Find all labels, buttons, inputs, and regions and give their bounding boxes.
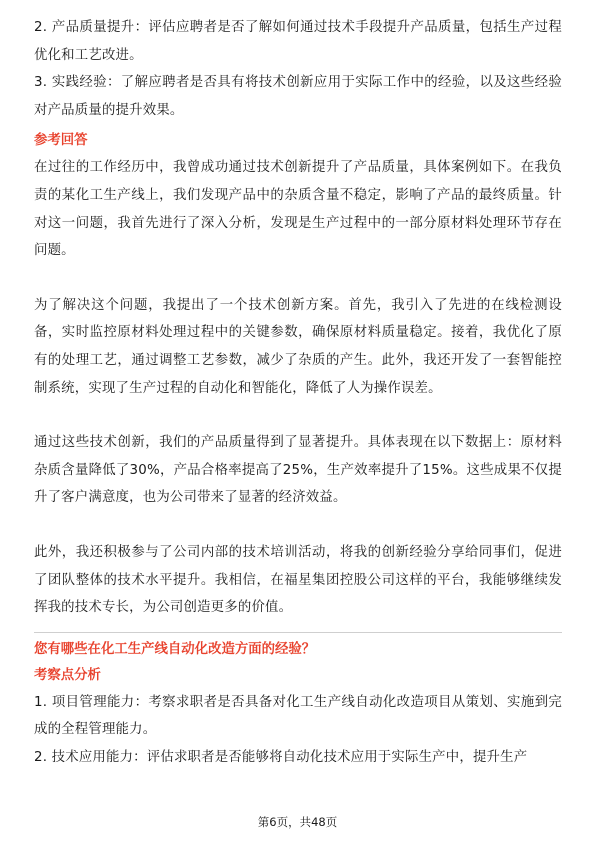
- analysis-heading: 考察点分析: [34, 667, 101, 683]
- next-question-heading: 您有哪些在化工生产线自动化改造方面的经验？: [34, 641, 316, 657]
- answer-paragraph-4: 此外，我还积极参与了公司内部的技术培训活动，将我的创新经验分享给同事们，促进了团队整体的技术水平提升。我相信，在福星集团控股公司这样的平台，我能够继续发挥我的技术专长，为公司创造更多的价值。: [34, 544, 562, 616]
- analysis-point-2: 2. 技术应用能力：评估求职者是否能够将自动化技术应用于实际生产中，提升生产: [34, 749, 528, 765]
- analysis-point-1: 1. 项目管理能力：考察求职者是否具备对化工生产线自动化改造项目从策划、实施到完成的全程管理能力。: [34, 694, 562, 738]
- intro-point-2: 2. 产品质量提升：评估应聘者是否了解如何通过技术手段提升产品质量，包括生产过程优化和工艺改进。: [34, 20, 562, 63]
- page-number-footer: 第6页，共48页: [257, 815, 338, 829]
- paragraph-gap: [34, 402, 562, 429]
- answer-paragraph-3: 通过这些技术创新，我们的产品质量得到了显著提升。具体表现在以下数据上：原材料杂质含量降低了30%，产品合格率提高了25%，生产效率提升了15%。这些成果不仅提升了客户满意度，也为公司带来了显著的经济效益。: [34, 435, 562, 506]
- intro-point-3: 3. 实践经验：了解应聘者是否具有将技术创新应用于实际工作中的经验，以及这些经验对产品质量的提升效果。: [34, 75, 562, 118]
- answer-paragraph-1: 在过往的工作经历中，我曾成功通过技术创新提升了产品质量，具体案例如下。在我负责的某化工生产线上，我们发现产品中的杂质含量不稳定，影响了产品的最终质量。针对这一问题，我首先进行了深入分析，发现是生产过程中的一部分原材料处理环节存在问题。: [34, 160, 562, 259]
- answer-paragraph-2: 为了解决这个问题，我提出了一个技术创新方案。首先，我引入了先进的在线检测设备，实时监控原材料处理过程中的关键参数，确保原材料质量稳定。接着，我优化了原有的处理工艺，通过调整工艺参数，减少了杂质的产生。此外，我还开发了一套智能控制系统，实现了生产过程的自动化和智能化，降低了人为操作误差。: [34, 297, 562, 396]
- paragraph-gap: [34, 265, 562, 292]
- document-page: [34, 14, 562, 771]
- section-divider: [34, 632, 562, 633]
- paragraph-gap: [34, 512, 562, 539]
- reference-answer-heading: 参考回答: [34, 133, 88, 149]
